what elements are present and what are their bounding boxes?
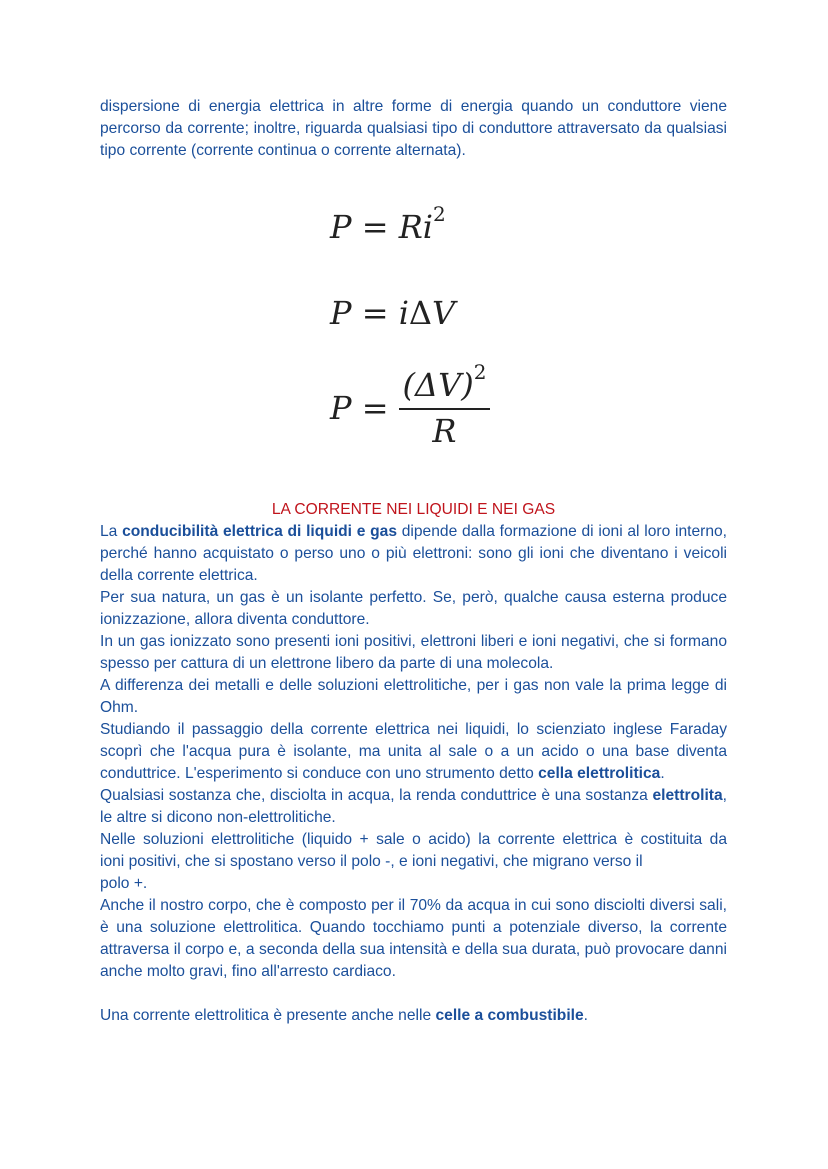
p9-post: .	[583, 1007, 589, 1024]
paragraph-fuel-cells	[100, 1005, 727, 1027]
section-body	[100, 521, 727, 1027]
eq3-denominator: R	[432, 412, 457, 450]
intro-paragraph: dispersione di energia elettrica in altre forme di energia quando un conduttore viene percorso da corrente; inoltre, riguarda qualsiasi tipo di conduttore attraversato da qualsiasi tipo corrente (corrente continua o corrente alternata).	[100, 98, 727, 159]
paragraph-solutions-line2: ioni positivi, che si spostano verso il polo -, e ioni negativi, che migrano verso il	[100, 853, 643, 870]
eq1-equals: =	[361, 208, 389, 246]
eq3-numerator	[399, 360, 491, 410]
paragraph-gas-insulator: Per sua natura, un gas è un isolante perfetto. Se, però, qualche causa esterna produce ionizzazione, allora diventa conduttore.	[100, 589, 727, 628]
p1-post: dipende dalla formazione di ioni al loro interno, perché hanno acquistato o perso uno o più elettroni: sono gli ioni che diventano i veicoli della corrente elettrica.	[100, 523, 727, 584]
eq2-current: i	[398, 294, 409, 332]
equation-power-resistance	[330, 202, 446, 246]
eq1-rhs: Ri	[398, 208, 434, 246]
p5-post: .	[660, 765, 665, 782]
paragraph-human-body: Anche il nostro corpo, che è composto per il 70% da acqua in cui sono disciolti diversi sali, è una soluzione elettrolitica. Quando tocchiamo punti a potenziale diverso, la corrente attraversa il corpo e, a seconda della sua intensità e della sua durata, può provocare danni anche molto gravi, fino all'arresto cardiaco.	[100, 897, 727, 980]
p6-bold: elettrolita	[652, 787, 723, 804]
eq3-equals: =	[361, 389, 389, 427]
paragraph-solutions-line1: Nelle soluzioni elettrolitiche (liquido + sale o acido) la corrente elettrica è costituita da	[100, 831, 727, 848]
eq2-voltage: V	[432, 294, 456, 332]
paragraph-ionized-gas: In un gas ionizzato sono presenti ioni positivi, elettroni liberi e ioni negativi, che si formano spesso per cattura di un elettrone libero da parte di una molecola.	[100, 633, 727, 672]
paragraph-faraday	[100, 719, 727, 785]
equation-power-fraction	[330, 360, 490, 456]
eq2-delta: Δ	[408, 294, 433, 332]
intro-section	[100, 96, 727, 162]
eq1-exponent: 2	[433, 202, 446, 226]
section-heading: LA CORRENTE NEI LIQUIDI E NEI GAS	[271, 501, 556, 518]
p9-bold: celle a combustibile	[435, 1007, 584, 1024]
paragraph-spacer	[100, 983, 727, 1005]
paragraph-ohm-law: A differenza dei metalli e delle soluzioni elettrolitiche, per i gas non vale la prima legge di Ohm.	[100, 677, 727, 716]
p9-pre: Una corrente elettrolitica è presente anche nelle	[100, 1007, 436, 1024]
p6-post: , le altre si dicono non-elettrolitiche.	[100, 787, 727, 826]
p5-bold: cella elettrolitica	[538, 765, 661, 782]
p6-pre: Qualsiasi sostanza che, disciolta in acqua, la renda conduttrice è una sostanza	[100, 787, 653, 804]
eq2-lhs: P	[330, 294, 352, 332]
paragraph-electrolyte	[100, 785, 727, 829]
eq3-lhs: P	[330, 389, 352, 427]
eq3-numerator-text: (ΔV)	[402, 366, 474, 404]
paragraph-conductivity	[100, 521, 727, 587]
p5-pre: Studiando il passaggio della corrente elettrica nei liquidi, lo scienziato inglese Faraday scoprì che l'acqua pura è isolante, ma unita al sale o a un acido o una base diventa conduttrice. L'esperimento si conduce con uno strumento detto	[100, 721, 727, 782]
equation-power-voltage	[330, 294, 455, 332]
p1-pre: La	[100, 523, 123, 540]
eq2-equals: =	[361, 294, 389, 332]
p1-bold: conducibilità elettrica di liquidi e gas	[122, 523, 398, 540]
eq3-fraction	[399, 360, 491, 450]
eq3-exponent: 2	[473, 360, 487, 384]
eq1-lhs: P	[330, 208, 352, 246]
paragraph-solutions-line3: polo +.	[100, 875, 148, 892]
